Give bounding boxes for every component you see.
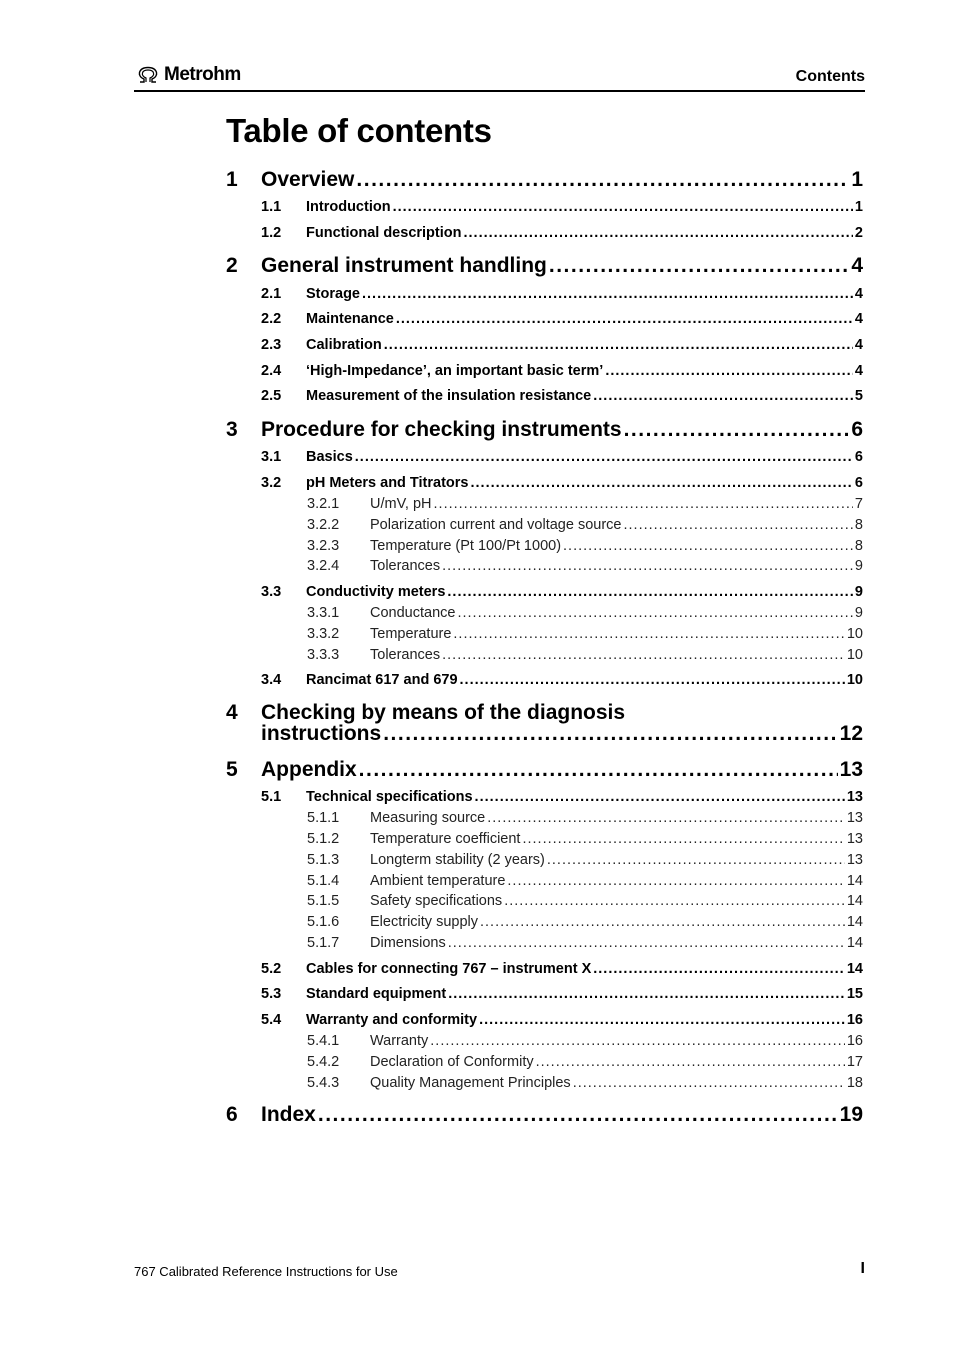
toc-entry-number: 5.4	[261, 1012, 282, 1028]
toc-entry-page: 1	[854, 199, 863, 215]
toc-entry-number: 4	[226, 701, 238, 724]
toc-entry-page: 13	[846, 789, 863, 805]
toc-entry-number: 5	[226, 758, 238, 781]
toc-entry-subsection[interactable]	[226, 810, 863, 826]
toc-entry-chapter[interactable]	[226, 1103, 863, 1127]
toc-entry-leader	[318, 1103, 838, 1127]
toc-entry-number: 5.1.5	[307, 893, 340, 909]
toc-entry-page: 6	[854, 449, 863, 465]
toc-entry-number: 2.1	[261, 286, 282, 302]
toc-entry-leader	[536, 1054, 845, 1070]
toc-entry-number: 3.1	[261, 449, 282, 465]
toc-entry-page: 13	[839, 758, 863, 781]
toc-entry-number: 5.1.1	[307, 810, 340, 826]
toc-entry-title: Ambient temperature	[370, 873, 506, 889]
toc-entry-number: 5.4.1	[307, 1033, 340, 1049]
toc-entry-page: 9	[854, 605, 863, 621]
toc-entry-leader	[624, 418, 850, 442]
toc-entry-number: 3.4	[261, 672, 282, 688]
toc-entry-section[interactable]	[226, 986, 863, 1002]
toc-entry-number: 3.2.3	[307, 538, 340, 554]
toc-entry-title: Maintenance	[306, 311, 394, 327]
toc-entry-number: 1.2	[261, 225, 282, 241]
toc-entry-page: 14	[846, 935, 863, 951]
toc-entry-subsection[interactable]	[226, 558, 863, 574]
toc-entry-subsection[interactable]	[226, 914, 863, 930]
toc-entry-leader	[480, 914, 845, 930]
toc-entry-section[interactable]	[226, 286, 863, 302]
toc-entry-page: 5	[854, 388, 863, 404]
toc-entry-page: 16	[846, 1033, 863, 1049]
toc-entry-title: ‘High-Impedance’, an important basic term’	[306, 363, 604, 379]
toc-entry-leader	[448, 986, 845, 1002]
toc-entry-title: Functional description	[306, 225, 462, 241]
toc-entry-page: 9	[854, 558, 863, 574]
toc-entry-page: 4	[854, 286, 863, 302]
toc-entry-number: 3	[226, 418, 238, 441]
toc-entry-section[interactable]	[226, 199, 863, 215]
toc-entry-title: Storage	[306, 286, 360, 302]
toc-entry-leader	[507, 873, 844, 889]
toc-entry-leader	[442, 558, 853, 574]
toc-entry-leader	[605, 363, 853, 379]
toc-entry-leader	[471, 475, 853, 491]
toc-entry-title-continued: instructions	[261, 722, 382, 745]
toc-entry-section[interactable]	[226, 584, 863, 600]
toc-entry-leader	[430, 1033, 845, 1049]
toc-entry-section[interactable]	[226, 1012, 863, 1028]
toc-entry-title: Cables for connecting 767 – instrument X	[306, 961, 592, 977]
header-section-label: Contents	[795, 68, 865, 85]
toc-entry-number: 3.2	[261, 475, 282, 491]
toc-entry-page: 6	[854, 475, 863, 491]
toc-entry-number: 3.2.4	[307, 558, 340, 574]
toc-entry-page: 14	[846, 914, 863, 930]
toc-entry-title: Electricity supply	[370, 914, 478, 930]
toc-entry-section[interactable]	[226, 672, 863, 688]
toc-entry-leader	[487, 810, 845, 826]
toc-entry-leader	[479, 1012, 845, 1028]
toc-entry-page: 4	[851, 254, 863, 277]
toc-entry-page: 13	[846, 831, 863, 847]
toc-entry-leader	[396, 311, 853, 327]
toc-entry-leader	[549, 254, 849, 278]
toc-entry-subsection[interactable]	[226, 517, 863, 533]
toc-entry-title: Temperature	[370, 626, 452, 642]
toc-entry-leader	[362, 286, 853, 302]
toc-entry-page: 9	[854, 584, 863, 600]
toc-entry-leader	[623, 517, 852, 533]
toc-entry-title: Declaration of Conformity	[370, 1054, 534, 1070]
toc-entry-title: Warranty and conformity	[306, 1012, 478, 1028]
brand-name: Metrohm	[164, 64, 241, 85]
toc-entry-number: 3.3	[261, 584, 282, 600]
toc-entry-title: Standard equipment	[306, 986, 447, 1002]
toc-entry-number: 1	[226, 168, 238, 191]
toc-entry-number: 6	[226, 1103, 238, 1126]
toc-entry-number: 3.3.3	[307, 647, 340, 663]
toc-entry-page: 10	[846, 626, 863, 642]
toc-entry-chapter[interactable]	[226, 702, 863, 744]
toc-entry-leader	[434, 496, 853, 512]
toc-entry-leader	[457, 605, 852, 621]
toc-entry-page: 6	[851, 418, 863, 441]
toc-entry-section[interactable]	[226, 475, 863, 491]
toc-entry-leader	[442, 647, 845, 663]
toc-entry-leader	[448, 935, 845, 951]
toc-entry-title: Temperature coefficient	[370, 831, 521, 847]
toc-entry-page: 17	[846, 1054, 863, 1070]
toc-entry-section[interactable]	[226, 961, 863, 977]
toc-entry-page: 15	[846, 986, 863, 1002]
toc-entry-subsection[interactable]	[226, 831, 863, 847]
toc-entry-chapter[interactable]	[226, 758, 863, 782]
toc-entry-page: 4	[854, 337, 863, 353]
toc-entry-title: Temperature (Pt 100/Pt 1000)	[370, 538, 562, 554]
toc-entry-subsection[interactable]	[226, 935, 863, 951]
toc-entry-section[interactable]	[226, 789, 863, 805]
toc-entry-title: Quality Management Principles	[370, 1075, 571, 1091]
toc-entry-subsection[interactable]	[226, 1033, 863, 1049]
toc-entry-title: Tolerances	[370, 558, 441, 574]
toc-entry-title: Appendix	[261, 758, 357, 781]
toc-entry-title: Warranty	[370, 1033, 429, 1049]
toc-entry-number: 5.4.2	[307, 1054, 340, 1070]
toc-entry-number: 2.5	[261, 388, 282, 404]
toc-entry-leader	[463, 225, 852, 241]
toc-entry-title: Conductance	[370, 605, 456, 621]
toc-entry-leader	[475, 789, 845, 805]
toc-entry-leader	[460, 672, 845, 688]
toc-entry-page: 4	[854, 311, 863, 327]
toc-entry-leader	[593, 388, 853, 404]
toc-entry-page: 19	[839, 1103, 863, 1126]
toc-entry-page: 8	[854, 538, 863, 554]
toc-entry-page: 14	[846, 893, 863, 909]
toc-entry-page: 7	[854, 496, 863, 512]
toc-entry-number: 3.2.2	[307, 517, 340, 533]
toc-entry-number: 3.2.1	[307, 496, 340, 512]
toc-entry-page: 12	[839, 722, 863, 745]
toc-entry-page: 18	[846, 1075, 863, 1091]
toc-entry-leader	[356, 168, 849, 192]
toc-entry-leader	[447, 584, 853, 600]
toc-entry-subsection[interactable]	[226, 496, 863, 512]
toc-entry-page: 13	[846, 852, 863, 868]
toc-entry-number: 3.3.1	[307, 605, 340, 621]
toc-entry-leader	[522, 831, 844, 847]
toc-entry-number: 3.3.2	[307, 626, 340, 642]
toc-entry-leader	[593, 961, 845, 977]
footer-page-number: I	[860, 1260, 865, 1277]
toc-entry-subsection[interactable]	[226, 1075, 863, 1091]
toc-entry-page: 13	[846, 810, 863, 826]
toc-entry-page: 2	[854, 225, 863, 241]
toc-entry-title: Introduction	[306, 199, 391, 215]
toc-entry-chapter[interactable]	[226, 418, 863, 442]
toc-entry-subsection[interactable]	[226, 647, 863, 663]
toc-entry-number: 2.2	[261, 311, 282, 327]
footer-doc-title: 767 Calibrated Reference Instructions for Use	[134, 1264, 398, 1279]
toc-entry-number: 5.1.6	[307, 914, 340, 930]
brand-logo	[136, 64, 241, 86]
toc-entry-title: Rancimat 617 and 679	[306, 672, 458, 688]
page-title: Table of contents	[226, 112, 492, 149]
toc-entry-section[interactable]	[226, 337, 863, 353]
toc-entry-title: Overview	[261, 168, 355, 191]
toc-entry-section[interactable]	[226, 363, 863, 379]
toc-entry-title: Longterm stability (2 years)	[370, 852, 545, 868]
toc-entry-chapter[interactable]	[226, 168, 863, 192]
toc-entry-title: General instrument handling	[261, 254, 547, 277]
toc-entry-subsection[interactable]	[226, 1054, 863, 1070]
toc-entry-page: 16	[846, 1012, 863, 1028]
toc-entry-page: 1	[851, 168, 863, 191]
toc-entry-title: U/mV, pH	[370, 496, 432, 512]
toc-entry-subsection[interactable]	[226, 852, 863, 868]
toc-entry-title: pH Meters and Titrators	[306, 475, 469, 491]
toc-entry-number: 5.1.7	[307, 935, 340, 951]
toc-entry-leader	[355, 449, 853, 465]
toc-entry-subsection[interactable]	[226, 538, 863, 554]
toc-entry-page: 14	[846, 873, 863, 889]
toc-entry-number: 2.3	[261, 337, 282, 353]
toc-entry-leader	[393, 199, 853, 215]
toc-entry-subsection[interactable]	[226, 605, 863, 621]
toc-entry-leader	[384, 337, 853, 353]
toc-entry-title: Index	[261, 1103, 316, 1126]
toc-entry-number: 5.1.4	[307, 873, 340, 889]
toc-entry-title: Dimensions	[370, 935, 446, 951]
toc-entry-leader	[504, 893, 845, 909]
toc-entry-leader	[383, 723, 837, 744]
page-header	[134, 62, 865, 92]
omega-logo-icon	[136, 66, 160, 84]
toc-entry-subsection[interactable]	[226, 873, 863, 889]
toc-entry-title: Calibration	[306, 337, 382, 353]
toc-entry-subsection[interactable]	[226, 893, 863, 909]
toc-entry-number: 2	[226, 254, 238, 277]
toc-entry-title: Checking by means of the diagnosis	[261, 701, 626, 724]
toc-entry-number: 5.1.3	[307, 852, 340, 868]
toc-entry-leader	[359, 758, 838, 782]
toc-entry-page: 10	[846, 672, 863, 688]
toc-entry-number: 5.1.2	[307, 831, 340, 847]
toc-entry-section[interactable]	[226, 311, 863, 327]
toc-entry-section[interactable]	[226, 225, 863, 241]
toc-entry-chapter[interactable]	[226, 254, 863, 278]
toc-entry-number: 5.2	[261, 961, 282, 977]
toc-entry-number: 2.4	[261, 363, 282, 379]
toc-entry-title: Measuring source	[370, 810, 486, 826]
toc-entry-title: Basics	[306, 449, 353, 465]
toc-entry-leader	[453, 626, 844, 642]
toc-entry-title: Polarization current and voltage source	[370, 517, 622, 533]
toc-entry-title: Measurement of the insulation resistance	[306, 388, 592, 404]
toc-entry-page: 10	[846, 647, 863, 663]
toc-entry-number: 1.1	[261, 199, 282, 215]
toc-entry-leader	[563, 538, 853, 554]
toc-entry-leader	[573, 1075, 845, 1091]
toc-entry-number: 5.1	[261, 789, 282, 805]
toc-entry-page: 8	[854, 517, 863, 533]
toc-entry-title: Conductivity meters	[306, 584, 446, 600]
toc-entry-page: 4	[854, 363, 863, 379]
toc-entry-page: 14	[846, 961, 863, 977]
toc-entry-title: Technical specifications	[306, 789, 473, 805]
toc-entry-subsection[interactable]	[226, 626, 863, 642]
toc-entry-number: 5.3	[261, 986, 282, 1002]
toc-entry-title: Tolerances	[370, 647, 441, 663]
toc-entry-leader	[547, 852, 845, 868]
toc-entry-section[interactable]	[226, 388, 863, 404]
toc-entry-title: Procedure for checking instruments	[261, 418, 622, 441]
toc-entry-section[interactable]	[226, 449, 863, 465]
toc-entry-number: 5.4.3	[307, 1075, 340, 1091]
toc-entry-title: Safety specifications	[370, 893, 503, 909]
